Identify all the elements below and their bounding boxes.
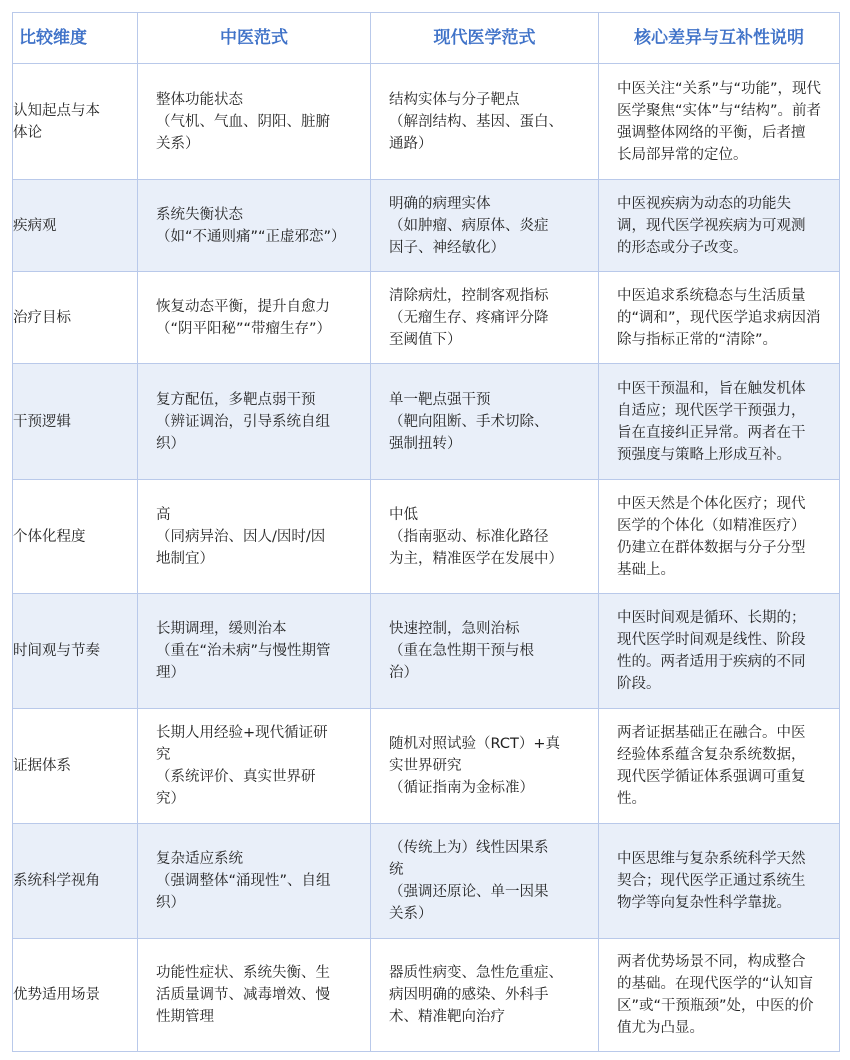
tcm-cell: 长期调理，缓则治本 （重在“治未病”与慢性期管 理） (138, 594, 371, 709)
note-cell: 中医时间观是循环、长期的； 现代医学时间观是线性、阶段 性的。两者适用于疾病的不同 阶段。 (599, 594, 840, 709)
dimension-cell: 证据体系 (13, 709, 138, 824)
modern-cell: 明确的病理实体 （如肿瘤、病原体、炎症 因子、神经敏化） (371, 180, 599, 272)
modern-cell: 单一靶点强干预 （靶向阻断、手术切除、 强制扭转） (371, 364, 599, 480)
tcm-cell: 恢复动态平衡，提升自愈力 （“阴平阳秘”“带瘤生存”） (138, 272, 371, 364)
tcm-cell: 复杂适应系统 （强调整体“涌现性”、自组 织） (138, 824, 371, 939)
note-cell: 中医关注“关系”与“功能”，现代 医学聚焦“实体”与“结构”。前者 强调整体网络的平衡，后者擅 长局部异常的定位。 (599, 64, 840, 180)
note-cell: 中医干预温和，旨在触发机体 自适应；现代医学干预强力， 旨在直接纠正异常。两者在干 预强度与策略上形成互补。 (599, 364, 840, 480)
table-row (13, 824, 840, 939)
modern-cell: 中低 （指南驱动、标准化路径 为主，精准医学在发展中） (371, 480, 599, 594)
table-row (13, 64, 840, 180)
dimension-cell: 优势适用场景 (13, 939, 138, 1052)
dimension-cell: 疾病观 (13, 180, 138, 272)
table-row (13, 594, 840, 709)
table-row (13, 364, 840, 480)
tcm-cell: 整体功能状态 （气机、气血、阴阳、脏腑 关系） (138, 64, 371, 180)
modern-cell: 清除病灶，控制客观指标 （无瘤生存、疼痛评分降 至阈值下） (371, 272, 599, 364)
table-row (13, 480, 840, 594)
note-cell: 中医天然是个体化医疗；现代 医学的个体化（如精准医疗） 仍建立在群体数据与分子分型 基础上。 (599, 480, 840, 594)
dimension-cell: 认知起点与本 体论 (13, 64, 138, 180)
header-dimension: 比较维度 (13, 13, 138, 64)
tcm-cell: 功能性症状、系统失衡、生 活质量调节、减毒增效、慢 性期管理 (138, 939, 371, 1052)
note-cell: 两者优势场景不同，构成整合 的基础。在现代医学的“认知盲 区”或“干预瓶颈”处，中医的价 值尤为凸显。 (599, 939, 840, 1052)
header-tcm: 中医范式 (138, 13, 371, 64)
dimension-cell: 系统科学视角 (13, 824, 138, 939)
table-row (13, 272, 840, 364)
dimension-cell: 个体化程度 (13, 480, 138, 594)
note-cell: 两者证据基础正在融合。中医 经验体系蕴含复杂系统数据， 现代医学循证体系强调可重复 性。 (599, 709, 840, 824)
table-row (13, 939, 840, 1052)
modern-cell: （传统上为）线性因果系 统 （强调还原论、单一因果 关系） (371, 824, 599, 939)
tcm-cell: 长期人用经验+现代循证研 究 （系统评价、真实世界研 究） (138, 709, 371, 824)
note-cell: 中医追求系统稳态与生活质量 的“调和”，现代医学追求病因消 除与指标正常的“清除”。 (599, 272, 840, 364)
header-row (13, 13, 840, 64)
header-note: 核心差异与互补性说明 (599, 13, 840, 64)
dimension-cell: 干预逻辑 (13, 364, 138, 480)
tcm-cell: 复方配伍，多靶点弱干预 （辨证调治，引导系统自组 织） (138, 364, 371, 480)
table-row (13, 709, 840, 824)
modern-cell: 器质性病变、急性危重症、 病因明确的感染、外科手 术、精准靶向治疗 (371, 939, 599, 1052)
dimension-cell: 时间观与节奏 (13, 594, 138, 709)
table-row (13, 180, 840, 272)
note-cell: 中医视疾病为动态的功能失 调，现代医学视疾病为可观测 的形态或分子改变。 (599, 180, 840, 272)
dimension-cell: 治疗目标 (13, 272, 138, 364)
modern-cell: 结构实体与分子靶点 （解剖结构、基因、蛋白、 通路） (371, 64, 599, 180)
tcm-cell: 高 （同病异治、因人/因时/因 地制宜） (138, 480, 371, 594)
modern-cell: 快速控制，急则治标 （重在急性期干预与根 治） (371, 594, 599, 709)
comparison-table (12, 12, 840, 1052)
header-modern: 现代医学范式 (371, 13, 599, 64)
modern-cell: 随机对照试验（RCT）+真 实世界研究 （循证指南为金标准） (371, 709, 599, 824)
note-cell: 中医思维与复杂系统科学天然 契合；现代医学正通过系统生 物学等向复杂性科学靠拢。 (599, 824, 840, 939)
tcm-cell: 系统失衡状态 （如“不通则痛”“正虚邪恋”） (138, 180, 371, 272)
